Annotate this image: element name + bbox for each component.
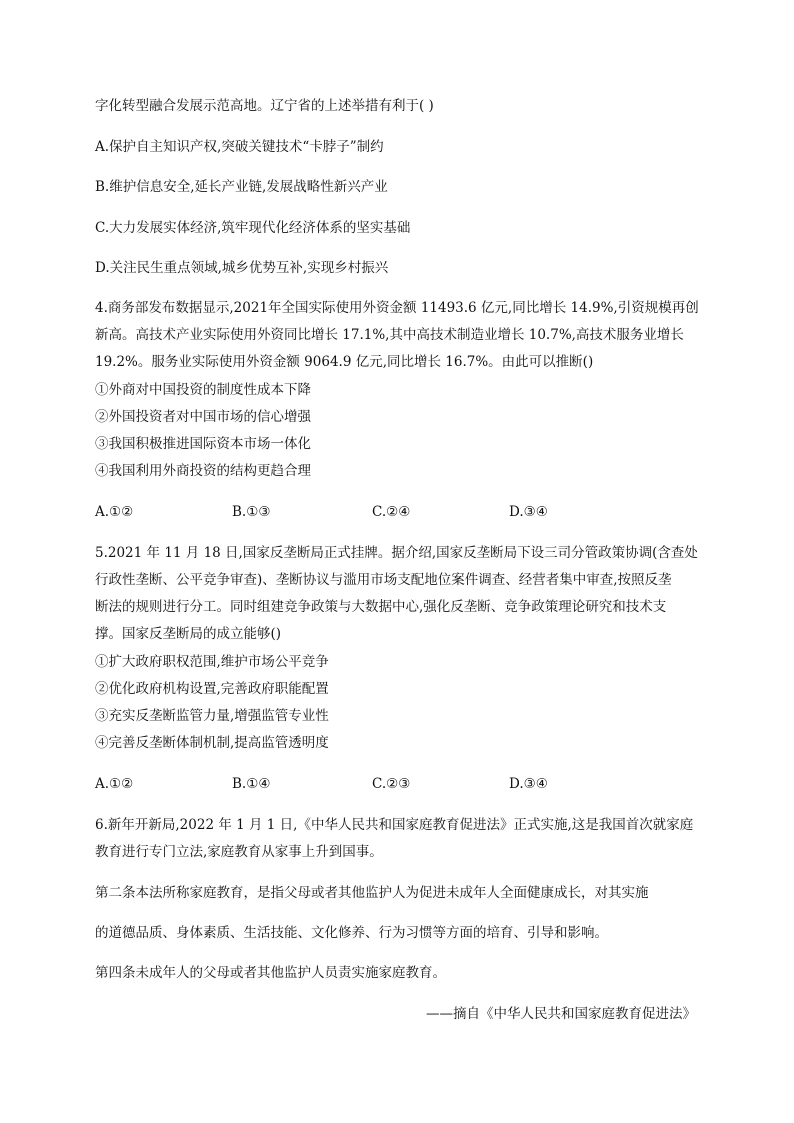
q5-option-c: C.②③: [372, 776, 411, 792]
q6-article-2-line-1: 第二条本法所称家庭教育，是指父母或者其他监护人为促进未成年人全面健康成长，对其实施: [95, 885, 649, 901]
q6-stem-line-2: 教育进行专门立法,家庭教育从家事上升到国事。: [95, 844, 383, 860]
q3-option-a: A.保护自主知识产权,突破关键技术“卡脖子”制约: [95, 139, 384, 155]
q5-item-2: ②优化政府机构设置,完善政府职能配置: [95, 681, 329, 697]
q5-option-d: D.③④: [509, 776, 548, 792]
q4-item-2: ②外国投资者对中国市场的信心增强: [95, 409, 311, 425]
q5-option-a: A.①②: [95, 776, 134, 792]
q4-option-a: A.①②: [95, 504, 134, 520]
q4-item-3: ③我国积极推进国际资本市场一体化: [95, 436, 311, 452]
q6-article-2-line-2: 的道德品质、身体素质、生活技能、文化修养、行为习惯等方面的培育、引导和影响。: [95, 925, 608, 941]
q5-stem-line-2: 行政性垄断、公平竞争审查)、垄断协议与滥用市场支配地位案件调查、经营者集中审查,按照反垄: [95, 572, 672, 588]
q4-item-1: ①外商对中国投资的制度性成本下降: [95, 382, 311, 398]
q4-option-d: D.③④: [509, 504, 548, 520]
q5-stem-line-3: 断法的规则进行分工。同时组建竞争政策与大数据中心,强化反垄断、竞争政策理论研究和技术支: [95, 599, 667, 615]
q3-option-d: D.关注民生重点领域,城乡优势互补,实现乡村振兴: [95, 260, 389, 276]
q3-option-b: B.维护信息安全,延长产业链,发展战略性新兴产业: [95, 179, 388, 195]
q4-stem-line-2: 新高。高技术产业实际使用外资同比增长 17.1%,其中高技术制造业增长 10.7%,高技术服务业增长: [95, 327, 684, 343]
q5-item-4: ④完善反垄断体制机制,提高监管透明度: [95, 735, 329, 751]
q4-option-c: C.②④: [372, 504, 411, 520]
q6-article-4: 第四条未成年人的父母或者其他监护人员责实施家庭教育。: [95, 965, 446, 981]
q5-option-b: B.①④: [232, 776, 271, 792]
q5-item-1: ①扩大政府职权范围,维护市场公平竞争: [95, 654, 329, 670]
q3-option-c: C.大力发展实体经济,筑牢现代化经济体系的坚实基础: [95, 220, 411, 236]
q4-stem-line-1: 4.商务部发布数据显示,2021年全国实际使用外资金额 11493.6 亿元,同比增长 14.9%,引资规模再创: [95, 300, 699, 316]
question-3-stem-end: 字化转型融合发展示范高地。辽宁省的上述举措有利于( ): [95, 98, 434, 114]
q4-item-4: ④我国利用外商投资的结构更趋合理: [95, 463, 311, 479]
q5-item-3: ③充实反垄断监管力量,增强监管专业性: [95, 708, 329, 724]
q5-stem-line-1: 5.2021 年 11 月 18 日,国家反垄断局正式挂牌。据介绍,国家反垄断局下设三司分管政策协调(含查处: [95, 545, 698, 561]
q4-stem-line-3: 19.2%。服务业实际使用外资金额 9064.9 亿元,同比增长 16.7%。由此可以推断(): [95, 354, 594, 370]
q4-option-b: B.①③: [232, 504, 271, 520]
q5-stem-line-4: 撑。国家反垄断局的成立能够(): [95, 626, 282, 642]
q6-source-citation: ——摘自《中华人民共和国家庭教育促进法》: [426, 1006, 696, 1022]
q6-stem-line-1: 6.新年开新局,2022 年 1 月 1 日,《中华人民共和国家庭教育促进法》正式实施,这是我国首次就家庭: [95, 817, 694, 833]
